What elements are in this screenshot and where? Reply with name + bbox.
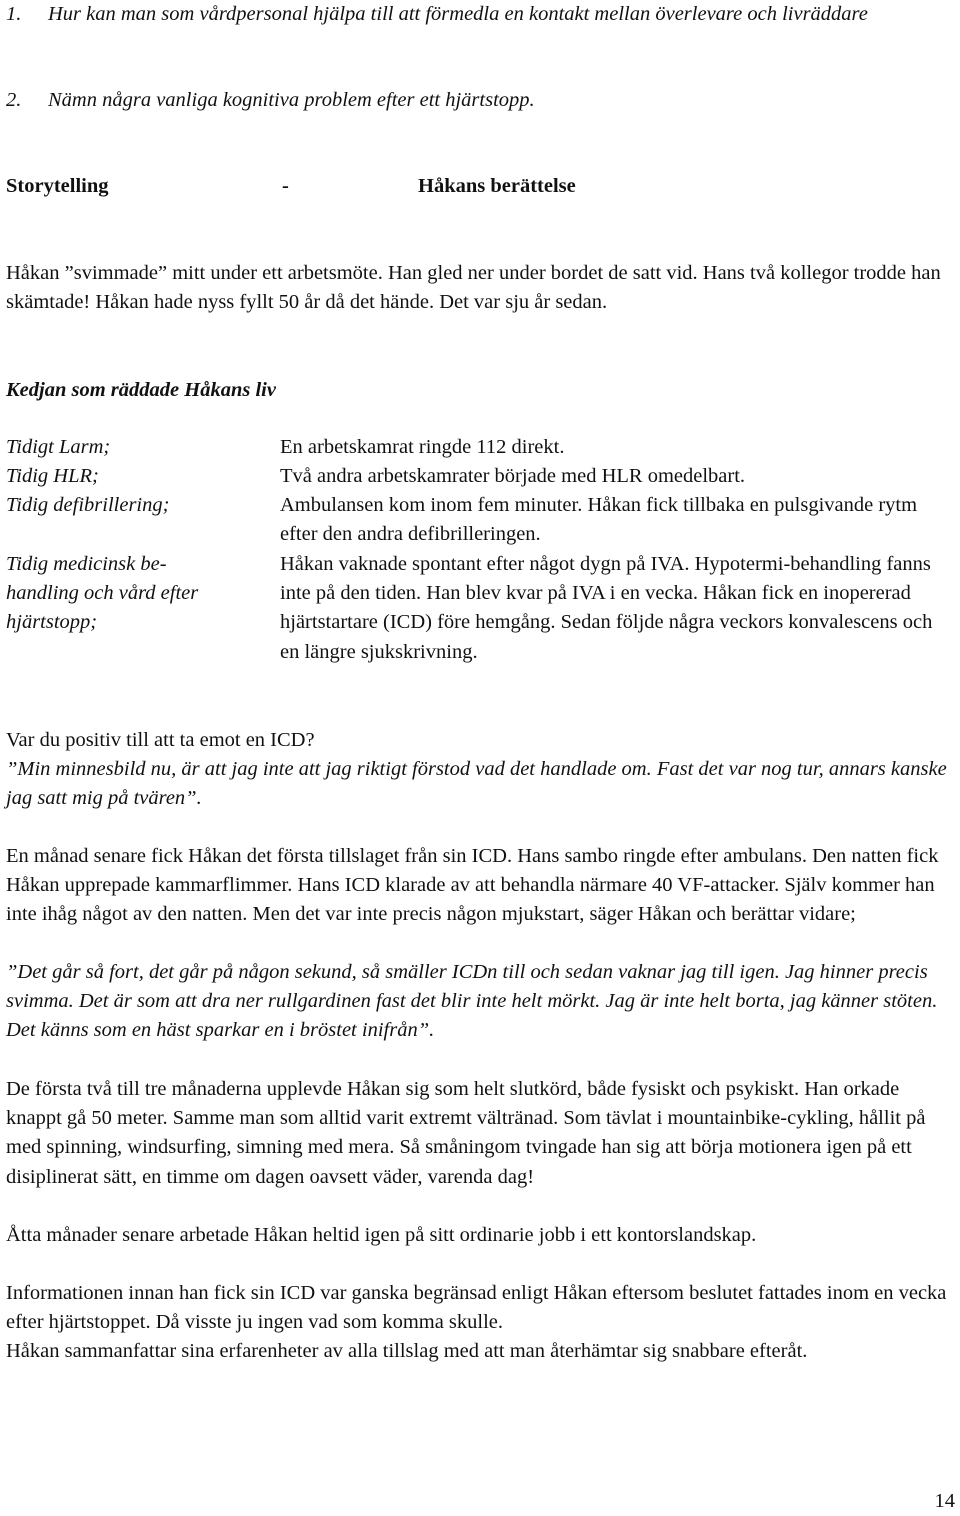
chain-value: Ambulansen kom inom fem minuter. Håkan fick tillbaka en pulsgivande rytm efter den andra defibrilleringen.: [280, 494, 918, 546]
question-number: 1.: [6, 3, 22, 25]
question-item-1: [6, 0, 950, 29]
chain-label: Tidig HLR;: [6, 465, 99, 487]
chain-label: Tidigt Larm;: [6, 436, 111, 458]
page-number: 14: [934, 1490, 955, 1512]
question-text: Hur kan man som vårdpersonal hjälpa till att förmedla en kontakt mellan överlevare och livräddare: [48, 3, 868, 25]
chain-value: En arbetskamrat ringde 112 direkt.: [280, 436, 565, 458]
recovery-paragraph: De första två till tre månaderna upplevde Håkan sig som helt slutkörd, både fysiskt och psykiskt. Han orkade knappt gå 50 meter. Samme man som alltid varit extremt vältränad. Som tävlat i mountainbike-cykling, hållit på med spinning, windsurfing, simning med mera. Så småningom tvingade han sig att börja motionera igen på ett disiplinerat sätt, en timme om dagen oavsett väder, varenda dag!: [6, 1078, 926, 1188]
shock-quote: ”Det går så fort, det går på någon sekund, så smäller ICDn till och sedan vaknar jag till igen. Jag hinner precis svimma. Det är som att dra ner rullgardinen fast det blir inte helt mörkt. Jag är inte helt borta, jag känner stöten. Det känns som en häst sparkar en i bröstet inifrån”.: [6, 961, 938, 1042]
summary-paragraph: Håkan sammanfattar sina erfarenheter av alla tillslag med att man återhämtar sig snabbare efteråt.: [6, 1340, 808, 1362]
section-title: [6, 172, 954, 201]
chain-label: Tidig defibrillering;: [6, 494, 170, 516]
question-number: 2.: [6, 89, 22, 111]
shock-paragraph: En månad senare fick Håkan det första tillslaget från sin ICD. Hans sambo ringde efter ambulans. Den natten fick Håkan upprepade kammarflimmer. Hans ICD klarade av att behandla närmare 40 VF-attacker. Själv kommer han inte ihåg något av den natten. Men det var inte precis någon mjukstart, säger Håkan och berättar vidare;: [6, 845, 939, 926]
work-paragraph: Åtta månader senare arbetade Håkan heltid igen på sitt ordinarie jobb i ett kontorslandskap.: [6, 1224, 757, 1246]
question-text: Nämn några vanliga kognitiva problem efter ett hjärtstopp.: [48, 89, 535, 111]
info-paragraph: Informationen innan han fick sin ICD var ganska begränsad enligt Håkan eftersom beslutet fattades inom en vecka efter hjärtstoppet. Då visste ju ingen vad som komma skulle.: [6, 1282, 947, 1334]
section-title-dash: -: [282, 175, 289, 197]
question-item-2: [6, 86, 950, 115]
chain-heading: Kedjan som räddade Håkans liv: [6, 379, 276, 401]
icd-question: Var du positiv till att ta emot en ICD?: [6, 729, 315, 751]
chain-label: Tidig medicinsk be-handling och vård efter hjärtstopp;: [6, 553, 199, 634]
section-title-left: Storytelling: [6, 175, 109, 197]
intro-paragraph: Håkan ”svimmade” mitt under ett arbetsmöte. Han gled ner under bordet de satt vid. Hans två kollegor trodde han skämtade! Håkan hade nyss fyllt 50 år då det hände. Det var sju år sedan.: [6, 262, 941, 314]
icd-answer-quote: ”Min minnesbild nu, är att jag inte att jag riktigt förstod vad det handlade om. Fast det var nog tur, annars kanske jag satt mig på tvären”.: [6, 758, 947, 810]
chain-value: Två andra arbetskamrater började med HLR omedelbart.: [280, 465, 746, 487]
section-title-right: Håkans berättelse: [418, 175, 576, 197]
chain-value: Håkan vaknade spontant efter något dygn på IVA. Hypotermi-behandling fanns inte på den tiden. Han blev kvar på IVA i en vecka. Håkan fick en inopererad hjärtstartare (ICD) före hemgång. Sedan följde några veckors konvalescens och en längre sjukskrivning.: [280, 553, 933, 663]
